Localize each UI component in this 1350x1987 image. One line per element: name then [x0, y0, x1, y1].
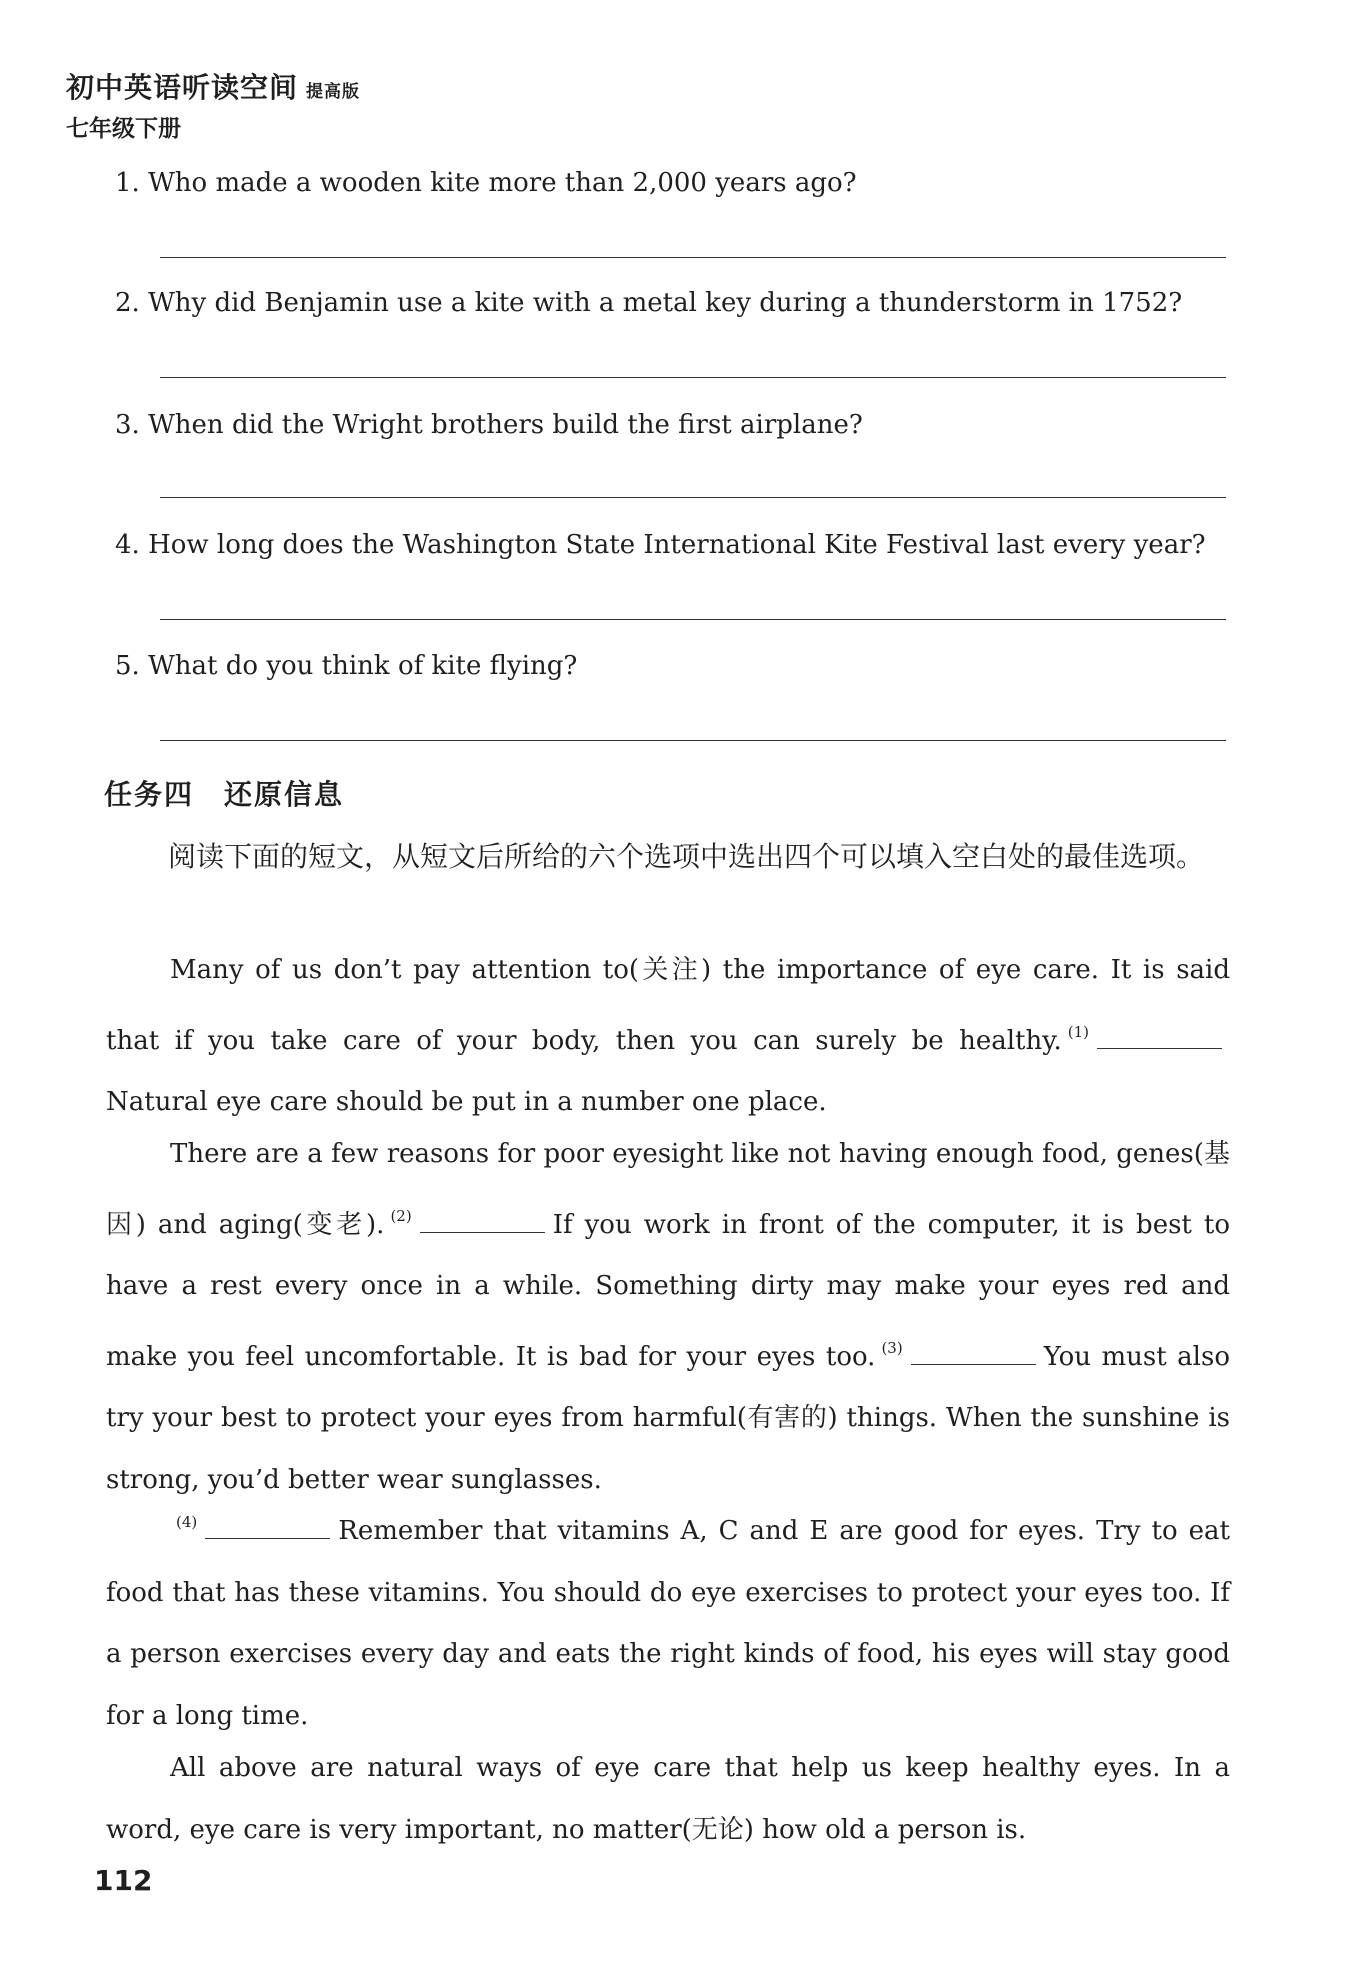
passage-paragraph-4: All above are natural ways of eye care that help us keep healthy eyes. In a word, eye care is very important, no matter(无论) how old a person is.	[106, 1753, 1230, 1845]
question-5-text: 5. What do you think of kite flying?	[115, 651, 578, 681]
book-title	[66, 66, 360, 106]
question-2-text: 2. Why did Benjamin use a kite with a metal key during a thunderstorm in 1752?	[115, 288, 1183, 318]
blank-4[interactable]	[205, 1512, 330, 1539]
question-1-text: 1. Who made a wooden kite more than 2,000 years ago?	[115, 168, 857, 198]
blank-number-2: (2)	[390, 1206, 412, 1225]
question-4-text: 4. How long does the Washington State International Kite Festival last every year?	[115, 530, 1206, 560]
passage-paragraph-1: Many of us don’t pay attention to(关注) the importance of eye care. It is said that if you take care of your body, then you can surely be healthy. $^{(1)}$Natural eye care should be put in a number one place.	[106, 955, 1230, 1117]
answer-line-1[interactable]	[160, 257, 1226, 258]
blank-number-1: (1)	[1067, 1022, 1089, 1041]
answer-line-4[interactable]	[160, 619, 1226, 620]
answer-line-5[interactable]	[160, 740, 1226, 741]
passage-paragraph-2: There are a few reasons for poor eyesight like not having enough food, genes(基因) and aging(变老). $^{(2)}$ If you work in front of the computer, it is best to have a rest every once in a while. Something dirty may make your eyes red and make you feel uncomfortable. It is bad for your eyes too. $^{(3)}$ You must also try your best to protect your eyes from harmful(有害的) things. When the sunshine is strong, you’d better wear sunglasses.	[106, 1139, 1230, 1495]
blank-3[interactable]	[911, 1338, 1036, 1365]
question-3-text: 3. When did the Wright brothers build the first airplane?	[115, 410, 863, 440]
page-number: 112	[94, 1864, 153, 1897]
answer-line-2[interactable]	[160, 377, 1226, 378]
blank-number-3: (3)	[881, 1338, 903, 1357]
section-instruction: 阅读下面的短文，从短文后所给的六个选项中选出四个可以填入空白处的最佳选项。	[168, 840, 1205, 873]
passage-paragraph-3: $^{(4)}$ Remember that vitamins A, C and E are good for eyes. Try to eat food that has these vitamins. You should do eye exercises to protect your eyes too. If a person exercises every day and eats the right kinds of food, his eyes will stay good for a long time.	[106, 1513, 1230, 1731]
book-title-text: 初中英语听读空间	[66, 71, 299, 104]
blank-2[interactable]	[420, 1206, 545, 1233]
blank-number-4: (4)	[176, 1513, 198, 1531]
blank-1[interactable]	[1097, 1022, 1222, 1049]
section-title: 任务四 还原信息	[104, 778, 345, 811]
book-edition: 提高版	[306, 82, 361, 102]
answer-line-3[interactable]	[160, 497, 1226, 498]
book-grade: 七年级下册	[66, 116, 181, 142]
